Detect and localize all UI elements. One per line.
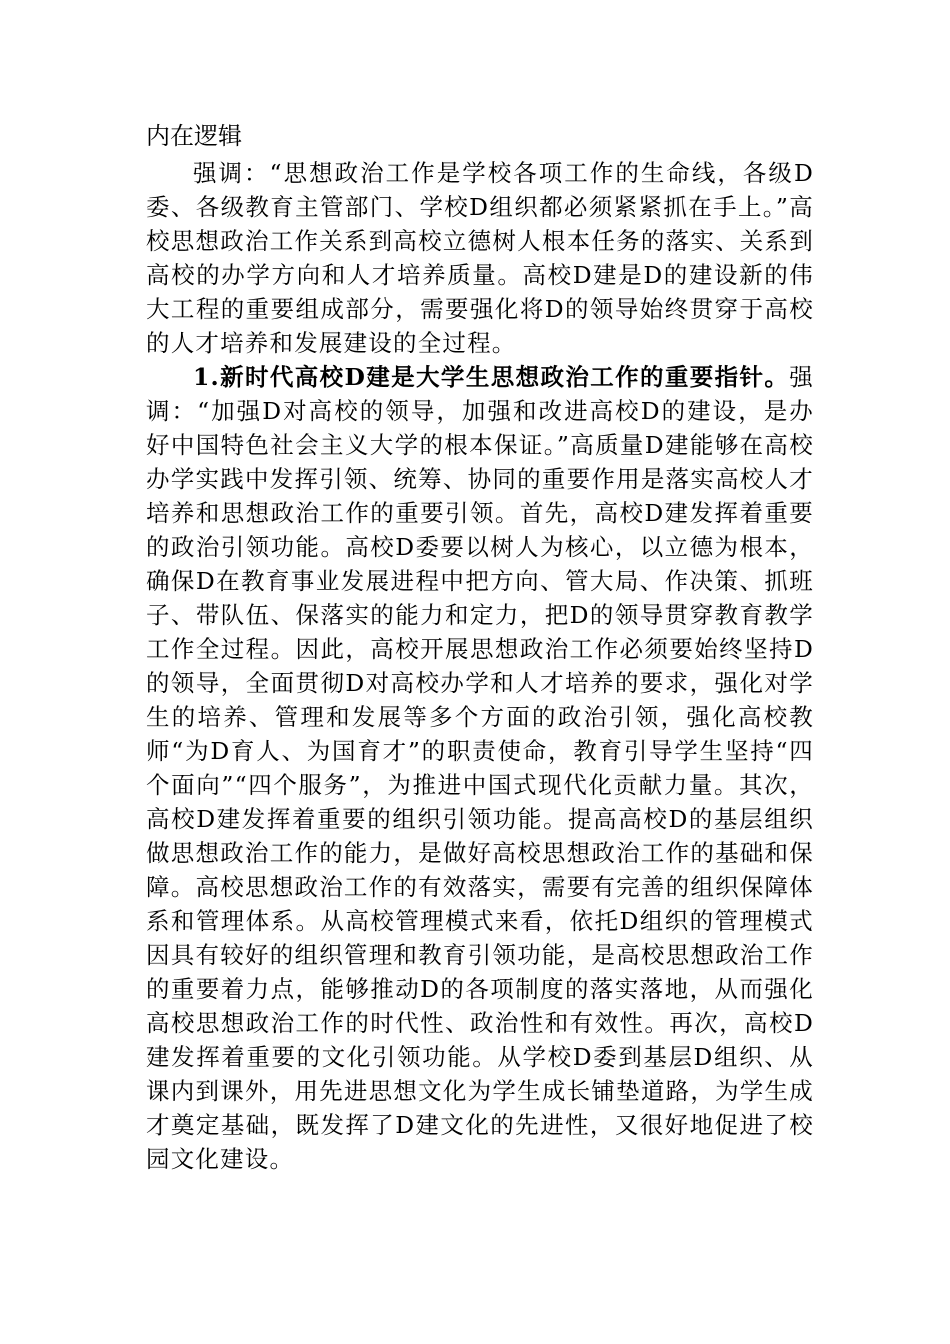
paragraph-intro-text: 强调：“思想政治工作是学校各项工作的生命线，各级D委、各级教育主管部门、学校D组织都必须紧紧抓在手上。”高校思想政治工作关系到高校立德树人根本任务的落实、关系到高校的办学方向和人才培养质量。高校D建是D的建设新的伟大工程的重要组成部分，需要强化将D的领导始终贯穿于高校的人才培养和发展建设的全过程。 (146, 159, 814, 357)
paragraph-point-1-heading: 1.新时代高校D建是大学生思想政治工作的重要指针。 (193, 363, 790, 391)
paragraph-intro (146, 156, 814, 360)
paragraph-point-1 (146, 360, 814, 1176)
paragraph-point-1-text: 强调：“加强D对高校的领导，加强和改进高校D的建设，是办好中国特色社会主义大学的根本保证。”高质量D建能够在高校办学实践中发挥引领、统筹、协同的重要作用是落实高校人才培养和思想政治工作的重要引领。首先，高校D建发挥着重要的政治引领功能。高校D委要以树人为核心，以立德为根本，确保D在教育事业发展进程中把方向、管大局、作决策、抓班子、带队伍、保落实的能力和定力，把D的领导贯穿教育教学工作全过程。因此，高校开展思想政治工作必须要始终坚持D的领导，全面贯彻D对高校办学和人才培养的要求，强化对学生的培养、管理和发展等多个方面的政治引领，强化高校教师“为D育人、为国育才”的职责使命，教育引导学生坚持“四个面向”“四个服务”，为推进中国式现代化贡献力量。其次，高校D建发挥着重要的组织引领功能。提高高校D的基层组织做思想政治工作的能力，是做好高校思想政治工作的基础和保障。高校思想政治工作的有效落实，需要有完善的组织保障体系和管理体系。从高校管理模式来看，依托D组织的管理模式因具有较好的组织管理和教育引领功能，是高校思想政治工作的重要着力点，能够推动D的各项制度的落实落地，从而强化高校思想政治工作的时代性、政治性和有效性。再次，高校D建发挥着重要的文化引领功能。从学校D委到基层D组织、从课内到课外，用先进思想文化为学生成长铺垫道路，为学生成才奠定基础，既发挥了D建文化的先进性，又很好地促进了校园文化建设。 (146, 363, 814, 1173)
section-heading: 内在逻辑 (146, 122, 242, 150)
document-page (146, 120, 814, 1176)
